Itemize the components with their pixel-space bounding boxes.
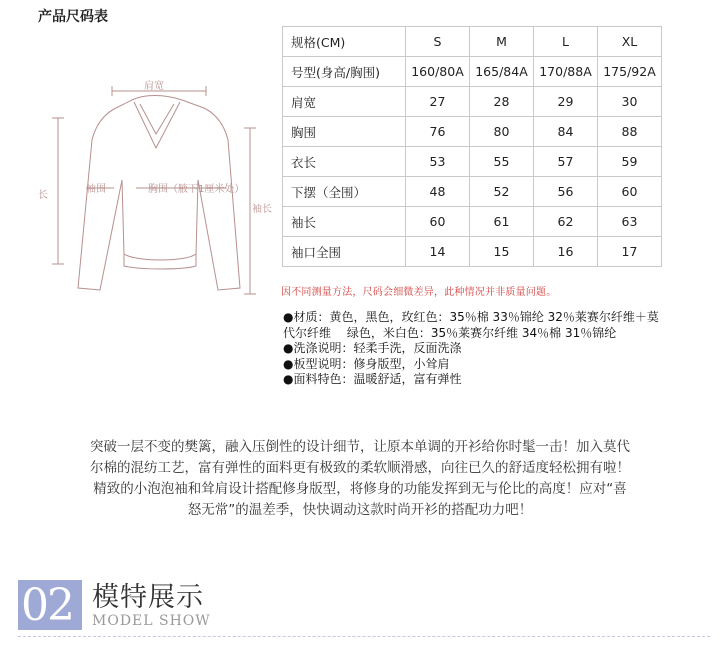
- table-header-row: [283, 27, 662, 57]
- spec-fabric: ●面料特色：温暖舒适，富有弹性: [283, 372, 462, 386]
- sleeve-len-label: 袖长: [252, 204, 272, 215]
- description-line: 精致的小泡泡袖和耸肩设计搭配修身版型，将修身的功能发挥到无与伦比的高度！应对“喜: [93, 481, 627, 497]
- section-number: 02: [21, 580, 73, 631]
- chest-label: 胸围（腋下1厘米处）: [148, 184, 245, 195]
- table-row: [283, 177, 662, 207]
- cell: 76: [406, 117, 470, 147]
- cell: 80: [470, 117, 534, 147]
- size-table: [282, 26, 662, 267]
- cell: 27: [406, 87, 470, 117]
- cell: 59: [598, 147, 662, 177]
- cell: 53: [406, 147, 470, 177]
- cell: 56: [534, 177, 598, 207]
- shoulder-label: 肩宽: [144, 81, 164, 92]
- size-m: M: [470, 27, 534, 57]
- page-title: 产品尺码表: [38, 9, 108, 25]
- table-row: [283, 207, 662, 237]
- spec-material: ●材质：黄色，黑色，玫红色：35％棉 33％锦纶 32％莱赛尔纤维＋莫代尔纤维 绿色，米白色：35％莱赛尔纤维 34％棉 31％锦纶: [283, 310, 659, 340]
- table-row: [283, 87, 662, 117]
- sleeve-circ-label: 袖围: [86, 184, 106, 195]
- table-row: [283, 117, 662, 147]
- cell: 170/88A: [534, 57, 598, 87]
- size-l: L: [534, 27, 598, 57]
- cell: 52: [470, 177, 534, 207]
- spec-fit: ●板型说明：修身版型，小耸肩: [283, 356, 450, 371]
- size-xl: XL: [598, 27, 662, 57]
- cell: 57: [534, 147, 598, 177]
- spec-washing: ●洗涤说明：轻柔手洗，反面洗涤: [283, 341, 462, 355]
- section-title: 模特展示: [92, 582, 204, 613]
- cell: 16: [534, 237, 598, 267]
- product-description: [40, 437, 680, 521]
- cell: 61: [470, 207, 534, 237]
- cell: 160/80A: [406, 57, 470, 87]
- table-row: [283, 237, 662, 267]
- cell: 30: [598, 87, 662, 117]
- cell: 28: [470, 87, 534, 117]
- section-subtitle: MODEL SHOW: [92, 613, 211, 629]
- product-specs: [283, 310, 659, 388]
- row-label: 胸围: [283, 117, 406, 147]
- cell: 63: [598, 207, 662, 237]
- cell: 60: [598, 177, 662, 207]
- garment-diagram: [36, 76, 276, 298]
- table-row: [283, 147, 662, 177]
- cell: 14: [406, 237, 470, 267]
- section-divider: [18, 636, 710, 637]
- row-label: 袖长: [283, 207, 406, 237]
- cell: 60: [406, 207, 470, 237]
- cell: 88: [598, 117, 662, 147]
- cell: 175/92A: [598, 57, 662, 87]
- row-label: 号型(身高/胸围): [283, 57, 406, 87]
- cell: 48: [406, 177, 470, 207]
- cell: 15: [470, 237, 534, 267]
- row-label: 下摆（全围）: [283, 177, 406, 207]
- cell: 29: [534, 87, 598, 117]
- description-line: 怒无常”的温差季，快快调动这款时尚开衫的搭配功力吧！: [187, 502, 533, 518]
- cell: 84: [534, 117, 598, 147]
- table-row: [283, 57, 662, 87]
- row-label: 肩宽: [283, 87, 406, 117]
- cell: 62: [534, 207, 598, 237]
- description-line: 突破一层不变的樊篱，融入压倒性的设计细节，让原本单调的开衫给你时髦一击！加入莫代: [90, 439, 630, 455]
- description-line: 尔棉的混纺工艺，富有弹性的面料更有极致的柔软顺滑感，向往已久的舒适度轻松拥有啦！: [90, 460, 630, 476]
- cell: 17: [598, 237, 662, 267]
- size-s: S: [406, 27, 470, 57]
- section-number-block: [18, 580, 82, 630]
- row-label: 袖口全围: [283, 237, 406, 267]
- row-label: 衣长: [283, 147, 406, 177]
- header-label: 规格(CM): [283, 27, 406, 57]
- length-label: 长: [38, 190, 48, 201]
- cell: 55: [470, 147, 534, 177]
- cell: 165/84A: [470, 57, 534, 87]
- measurement-note: 因不同测量方法，尺码会细微差异，此种情况并非质量问题。: [281, 287, 557, 298]
